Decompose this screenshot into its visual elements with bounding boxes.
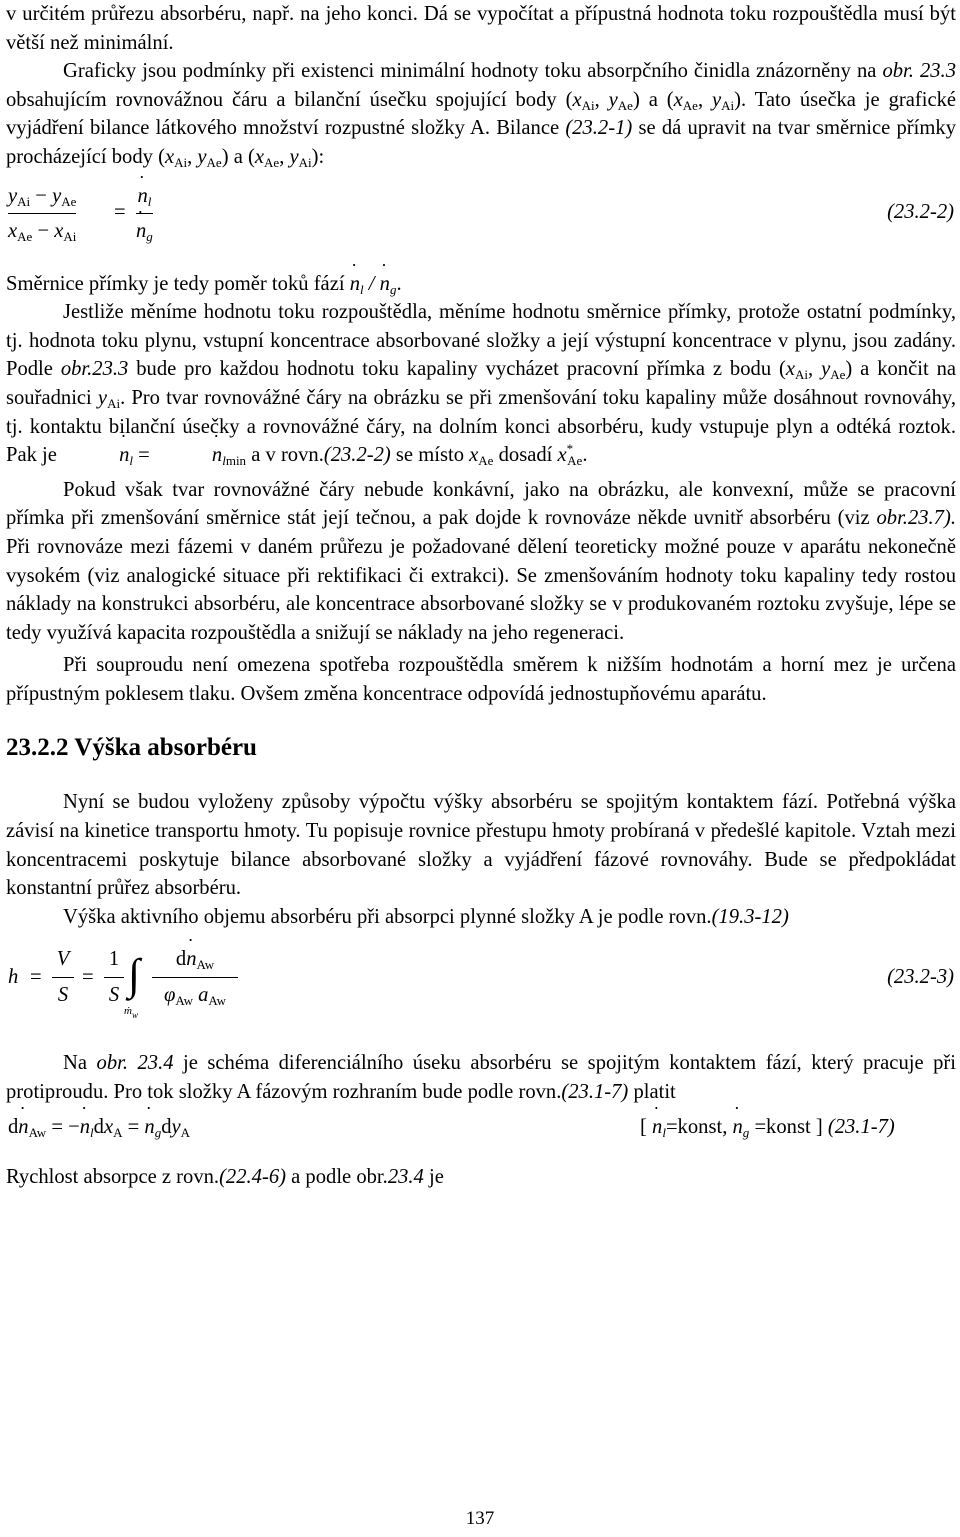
- paragraph-1: v určitém průřezu absorbéru, např. na jeho konci. Dá se vypočítat a přípustná hodnota toku rozpouštědla musí být větší než minimální.: [6, 3, 956, 54]
- equation-23-1-7: [6, 1107, 956, 1159]
- paragraph-8: Výška aktivního objemu absorbéru při absorpci plynné složky A je podle rovn.(19.3-12): [63, 905, 789, 928]
- page-number: 137: [465, 1508, 495, 1529]
- fraction-concentration-difference: $y_{Ai} - y_{Ae}$ $x_{Ae} - x_{Ai}$: [8, 184, 77, 245]
- fraction-one-area: 1 S: [104, 945, 124, 1009]
- equation-number: (23.2-3): [887, 966, 954, 989]
- paragraph-5: Pokud však tvar rovnovážné čáry nebude konkávní, jako na obrázku, ale konvexní, může se pracovní přímka při zmenšování směrnice stát její tečnou, a pak dojde k rovnováze někde uvnitř absorbéru (viz obr.23.7). Při rovnováze mezi fázemi v daném průřezu je požadované dělení teoreticky možné pouze v aparátu nekonečně vysokém (viz analogické situace při rektifikaci či extrakci). Se zmenšováním hodnoty toku kapaliny tedy rostou náklady na konstrukci absorbéru, ale koncentrace absorbované složky se v produkovaném roztoku zvyšuje, lépe se tedy využívá kapacita rozpouštědla a snižují se náklady na jeho regeneraci.: [6, 478, 956, 644]
- paragraph-4: Jestliže měníme hodnotu toku rozpouštědla, měníme hodnotu směrnice přímky, protože ostatní podmínky, tj. hodnota toku plynu, vstupní koncentrace absorbované složky a její výstupní koncentrace v plynu, jsou zadány. Podle obr.23.3 bude pro každou hodnotu toku kapaliny vycházet pracovní přímka z bodu ($x_{Ai}$, $y_{Ae}$) a končit na souřadnici $y_{Ai}$. Pro tvar rovnovážné čáry na obrázku se při zmenšování toku kapaliny může dosáhnout rovnováhy, tj. kontaktu bilanční úsečky a rovnovážné čáry, na dolním konci absorbéru, kudy vstupuje plyn a odtéká roztok. Pak je ˙ $n_l$ = ˙ $n_{lmin}$ a v rovn.(23.2-2) se místo $x_{Ae}$ dosadí $x^*_{Ae}$.: [6, 298, 956, 470]
- integral-sign: ∫: [128, 950, 141, 1000]
- document-page: [6, 0, 956, 1191]
- fraction-flow-ratio: ˙ $n_l$ ˙ $n_g$: [136, 182, 153, 246]
- paragraph-6: Při souproudu není omezena spotřeba rozpouštědla směrem k nižším hodnotám a horní mez je určena přípustným poklesem tlaku. Ovšem změna koncentrace odpovídá jednostupňovému aparátu.: [6, 654, 956, 705]
- fraction-volume-area: V S: [52, 945, 74, 1009]
- paragraph-9: Na obr. 23.4 je schéma diferenciálního úseku absorbéru se spojitým kontaktem fází, který pracuje při protiproudu. Pro tok složky A fázovým rozhraním bude podle rovn.(23.1-7) platit: [6, 1052, 956, 1104]
- equation-23-2-2: $y_{Ai} - y_{Ae}$ $x_{Ae} - x_{Ai}$ = ˙ $n_l$ ˙ $n_g$ (23.2-2): [6, 172, 956, 260]
- flux-balance: d˙ $n_{Aw}$ = −˙ $n_ldx_A$ = ˙ $n_gdy_A$: [8, 1113, 190, 1142]
- paragraph-10: Rychlost absorpce z rovn.(22.4-6) a podle obr.23.4 je: [6, 1165, 444, 1188]
- paragraph-3: Směrnice přímky je tedy poměr toků fází ˙ $n_l$ / ˙ $n_g$.: [6, 270, 956, 299]
- paragraph-2: Graficky jsou podmínky při existenci minimální hodnoty toku absorpčního činidla znázorněny na obr. 23.3 obsahujícím rovnovážnou čáru a bilanční úsečku spojující body ($x_{Ai}$, $y_{Ae}$) a ($x_{Ae}$, $y_{Ai}$). Tato úsečka je grafické vyjádření bilance látkového množství rozpustné složky A. Bilance (23.2-1) se dá upravit na tvar směrnice přímky procházející body ($x_{Ai}$, $y_{Ae}$) a ($x_{Ae}$, $y_{Ai}$):: [6, 60, 957, 170]
- fraction-integrand: d˙ $n_{Aw}$ $\varphi_{Aw}$ $a_{Aw}$: [152, 945, 238, 1009]
- equation-number: (23.2-2): [887, 200, 954, 223]
- section-heading: 23.2.2 Výška absorbéru: [6, 734, 257, 762]
- paragraph-7: Nyní se budou vyloženy způsoby výpočtu výšky absorbéru se spojitým kontaktem fází. Potřebná výška závisí na kinetice transportu hmoty. Tu popisuje rovnice přestupu hmoty probíraná v předešlé kapitole. Vztah mezi koncentracemi poskytuje bilance absorbované složky a vyjádření fázové rovnováhy. Bude se předpokládat konstantní průřez absorbéru.: [6, 791, 956, 900]
- equation-23-2-3: h = V S = 1 S ∫ ṁ$_w$ d˙ $n_{Aw}$ $\varphi_{Aw}$ $a_{Aw}$ (23.2-3): [6, 937, 956, 1049]
- constant-flow-condition: [ ˙ $n_l=konst$, ˙ $n_g$ =konst ] (23.1-7): [640, 1113, 895, 1142]
